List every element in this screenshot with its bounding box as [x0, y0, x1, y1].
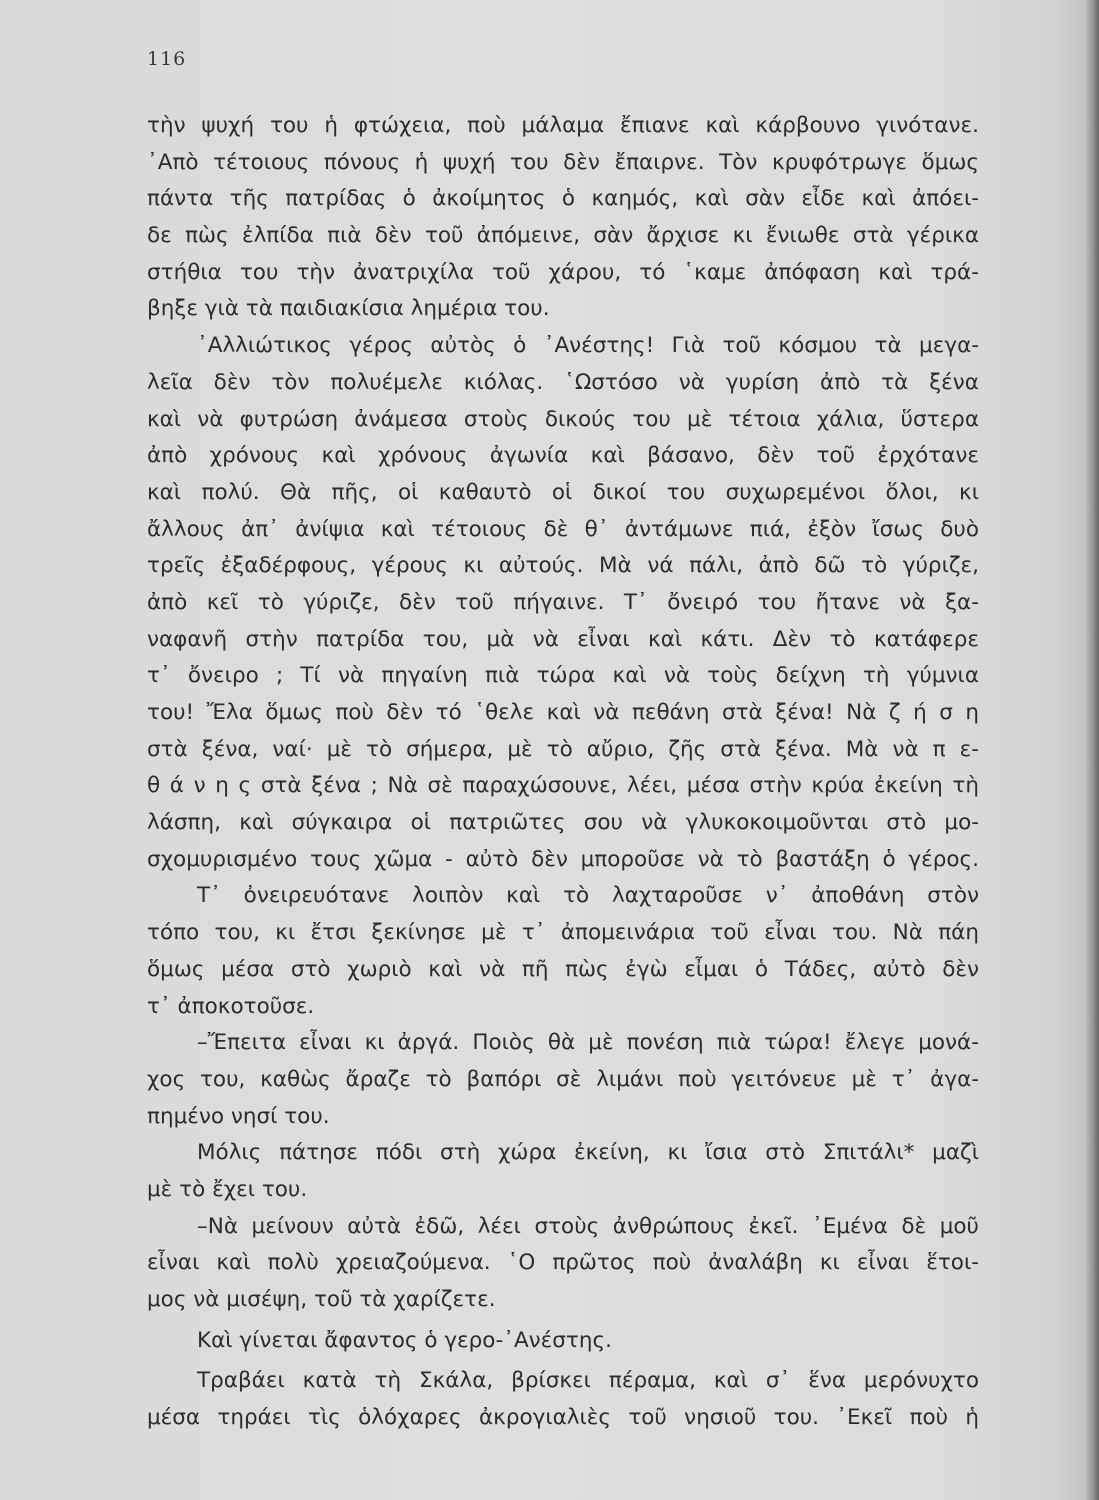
text-line: τρεῖς ἐξαδέρφους, γέρους κι αὐτούς. Μὰ νά πάλι, ἀπὸ δῶ τὸ γύριζε,: [147, 553, 979, 579]
text-line: πάντα τῆς πατρίδας ὁ ἀκοίμητος ὁ καημός, καὶ σὰν εἶδε καὶ ἀπόει-: [147, 186, 979, 212]
text-line: Μόλις πάτησε πόδι στὴ χώρα ἐκείνη, κι ἴσια στὸ Σπιτάλι* μαζὶ: [197, 1140, 979, 1166]
page-edge-shadow: [1085, 0, 1099, 1500]
text-line: ἀπὸ κεῖ τὸ γύριζε, δὲν τοῦ πήγαινε. Τ᾿ ὄνειρό του ἤτανε νὰ ξα-: [147, 589, 979, 615]
text-line: τόπο του, κι ἔτσι ξεκίνησε μὲ τ᾿ ἀπομεινάρια τοῦ εἶναι του. Νὰ πάη: [147, 920, 979, 946]
text-line: χος του, καθὼς ἄραζε τὸ βαπόρι σὲ λιμάνι ποὺ γειτόνευε μὲ τ᾿ ἀγα-: [147, 1066, 979, 1092]
text-line: ὅμως μέσα στὸ χωριὸ καὶ νὰ πῆ πὼς ἐγὼ εἶμαι ὁ Τάδες, αὐτὸ δὲν: [147, 956, 979, 982]
text-line: στήθια του τὴν ἀνατριχίλα τοῦ χάρου, τό ῾καμε ἀπόφαση καὶ τρά-: [147, 259, 979, 285]
text-line: καὶ νὰ φυτρώση ἀνάμεσα στοὺς δικούς του μὲ τέτοια χάλια, ὕστερα: [147, 406, 979, 432]
text-line: τὴν ψυχή του ἡ φτώχεια, ποὺ μάλαμα ἔπιανε καὶ κάρβουνο γινότανε.: [147, 113, 979, 138]
text-line: Τραβάει κατὰ τὴ Σκάλα, βρίσκει πέραμα, καὶ σ᾿ ἕνα μερόνυχτο: [197, 1368, 979, 1394]
text-line: ἄλλους ἀπ᾿ ἀνίψια καὶ τέτοιους δὲ θ᾿ ἀντάμωνε πιά, ἐξὸν ἴσως δυὸ: [147, 516, 979, 542]
text-line: λάσπη, καὶ σύγκαιρα οἱ πατριῶτες σου νὰ γλυκοκοιμοῦνται στὸ μο-: [147, 810, 979, 836]
page-number: 116: [147, 48, 187, 70]
text-line: ἀπὸ χρόνους καὶ χρόνους ἀγωνία καὶ βάσανο, δὲν τοῦ ἐρχότανε: [147, 443, 979, 469]
text-line: λεῖα δὲν τὸν πολυέμελε κιόλας. ῾Ωστόσο νὰ γυρίση ἀπὸ τὰ ξένα: [147, 369, 979, 395]
text-line: Καὶ γίνεται ἄφαντος ὁ γερο-᾿Ανέστης.: [197, 1327, 612, 1353]
text-line: θ ά ν η ς στὰ ξένα ; Νὰ σὲ παραχώσουνε, λέει, μέσα στὴν κρύα ἐκείνη τὴ: [147, 773, 979, 799]
text-line: στὰ ξένα, ναί· μὲ τὸ σήμερα, μὲ τὸ αὔριο, ζῆς στὰ ξένα. Μὰ νὰ π ε-: [147, 736, 979, 762]
body-text: [147, 108, 979, 1437]
text-line: –Νὰ μείνουν αὐτὰ ἐδῶ, λέει στοὺς ἀνθρώπους ἐκεῖ. ᾿Εμένα δὲ μοῦ: [197, 1213, 979, 1239]
text-line: ᾿Αλλιώτικος γέρος αὐτὸς ὁ ᾿Ανέστης! Γιὰ τοῦ κόσμου τὰ μεγα-: [197, 333, 979, 359]
text-line: μὲ τὸ ἔχει του.: [147, 1176, 308, 1202]
text-line: ᾿Απὸ τέτοιους πόνους ἡ ψυχή του δὲν ἔπαιρνε. Τὸν κρυφότρωγε ὅμως: [147, 149, 979, 175]
text-line: μέσα τηράει τὶς ὁλόχαρες ἀκρογιαλιὲς τοῦ νησιοῦ του. ᾿Εκεῖ ποὺ ἡ: [147, 1405, 979, 1431]
text-line: Τ᾿ ὀνειρευότανε λοιπὸν καὶ τὸ λαχταροῦσε ν᾿ ἀποθάνη στὸν: [197, 883, 979, 909]
text-line: εἶναι καὶ πολὺ χρειαζούμενα. ῾Ο πρῶτος ποὺ ἀναλάβη κι εἶναι ἕτοι-: [147, 1250, 979, 1276]
text-line: –Ἔπειτα εἶναι κι ἀργά. Ποιὸς θὰ μὲ πονέση πιὰ τώρα! ἔλεγε μονά-: [197, 1030, 979, 1056]
text-line: καὶ πολύ. Θὰ πῆς, οἱ καθαυτὸ οἱ δικοί του συχωρεμένοι ὅλοι, κι: [147, 479, 979, 505]
text-line: τ᾿ ἀποκοτοῦσε.: [147, 993, 315, 1019]
text-line: σχομυρισμένο τους χῶμα - αὐτὸ δὲν μποροῦσε νὰ τὸ βαστάξη ὁ γέρος.: [147, 846, 979, 872]
text-line: του! Ἔλα ὅμως ποὺ δὲν τό ῾θελε καὶ νὰ πεθάνη στὰ ξένα! Νὰ ζ ή σ η: [147, 700, 979, 725]
text-line: τ᾿ ὄνειρο ; Τί νὰ πηγαίνη πιὰ τώρα καὶ νὰ τοὺς δείχνη τὴ γύμνια: [147, 663, 979, 689]
text-line: βηξε γιὰ τὰ παιδιακίσια λημέρια του.: [147, 296, 550, 322]
text-line: μος νὰ μισέψη, τοῦ τὰ χαρίζετε.: [147, 1287, 496, 1312]
text-line: ναφανῆ στὴν πατρίδα του, μὰ νὰ εἶναι καὶ κάτι. Δὲν τὸ κατάφερε: [147, 626, 979, 652]
text-line: δε πὼς ἐλπίδα πιὰ δὲν τοῦ ἀπόμεινε, σὰν ἄρχισε κι ἔνιωθε στὰ γέρικα: [147, 223, 979, 249]
text-line: πημένο νησί του.: [147, 1103, 330, 1129]
